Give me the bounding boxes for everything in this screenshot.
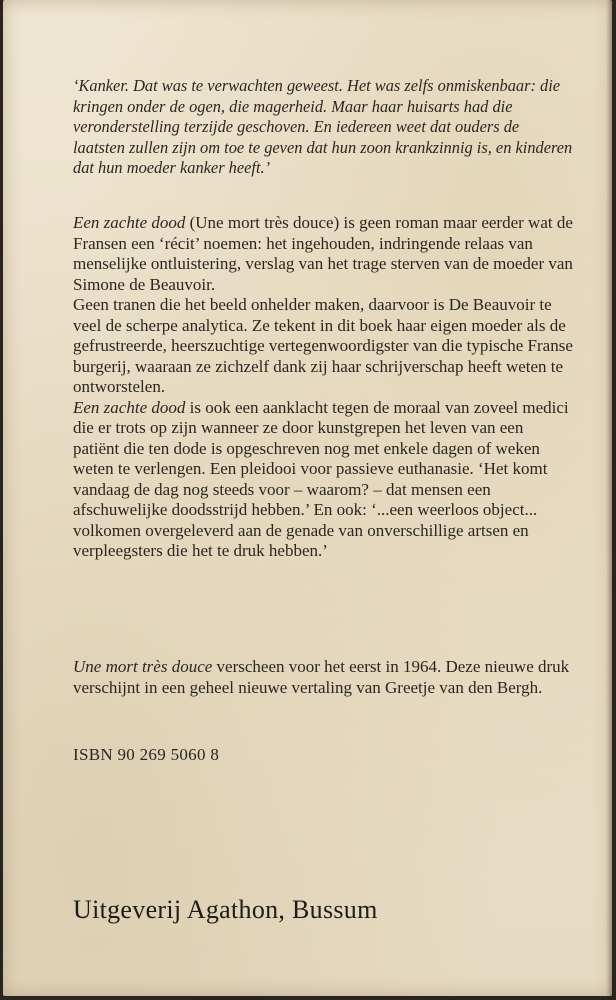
opening-quote: ‘Kanker. Dat was te verwachten geweest. Het was zelfs onmiskenbaar: die kringen onder de ogen, die magerheid. Maar haar huisarts had die veronderstelling terzijde geschoven. En iedereen weet dat ouders de laatsten zullen zijn om toe te geven dat hun zoon krankzinnig is, en kinderen dat hun moeder kanker heeft.’ bbox=[73, 76, 573, 177]
description-paragraph-2: Geen tranen die het beeld onhelder maken, daarvoor is De Beauvoir te veel de scherpe analytica. Ze tekent in dit boek haar eigen moeder als de gefrustreerde, heerszuchtige vertegenwoordigster van die typische Franse burgerij, waaraan ze zichzelf dank zij haar schrijverschap heeft weten te ontworstelen. bbox=[73, 295, 573, 396]
publisher-imprint: Uitgeverij Agathon, Bussum bbox=[73, 895, 378, 924]
description bbox=[73, 213, 573, 562]
description-paragraph-3 bbox=[73, 398, 573, 562]
description-text: is ook een aanklacht tegen de moraal van zoveel medici die er trots op zijn wanneer ze door kunstgrepen het leven van een patiënt die ten dode is opgeschreven nog met enkele dagen of weken weten te verlengen. Een pleidooi voor passieve euthanasie. ‘Het komt vandaag de dag nog steeds voor – waarom? – dat mensen een afschuwelijke doodsstrijd hebben.’ En ook: ‘...een weerloos object... volkomen overgeleverd aan de genade van onverschillige artsen en verpleegsters die het te druk hebben.’ bbox=[73, 397, 569, 560]
edition-note-text: verscheen voor het eerst in 1964. Deze nieuwe druk verschijnt in een geheel nieuwe vertaling van Greetje van den Bergh. bbox=[73, 657, 570, 697]
book-back-cover bbox=[3, 0, 612, 996]
description-text: (Une mort très douce) is geen roman maar eerder wat de Fransen een ‘récit’ noemen: het ingehouden, indringende relaas van menselijke ontluistering, verslag van het trage sterven van de moeder van Simone de Beauvoir. bbox=[73, 213, 573, 294]
isbn: ISBN 90 269 5060 8 bbox=[73, 745, 220, 764]
edition-note bbox=[73, 657, 573, 698]
book-title-italic: Een zachte dood bbox=[73, 213, 186, 232]
book-title-italic: Een zachte dood bbox=[73, 397, 186, 417]
cover-edge-shadow bbox=[606, 0, 612, 996]
original-title-italic: Une mort très douce bbox=[73, 657, 213, 676]
description-paragraph-1 bbox=[73, 213, 573, 295]
